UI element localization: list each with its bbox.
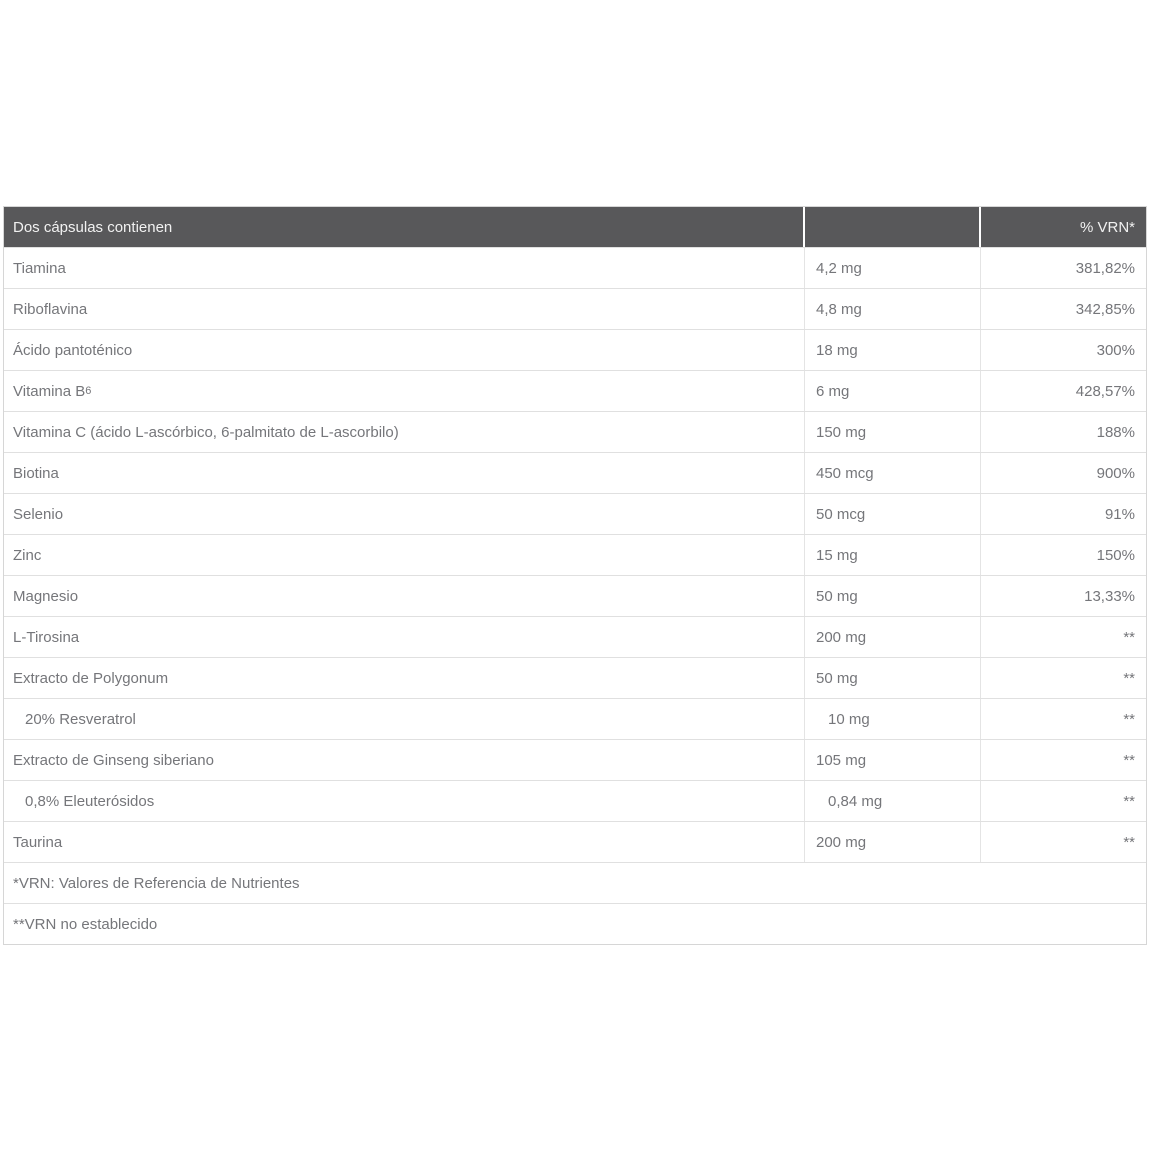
- nutrient-name: [4, 699, 804, 739]
- table-row: [4, 739, 1146, 780]
- table-row: [4, 821, 1146, 862]
- nutrient-name-text: Extracto de Ginseng siberiano: [13, 751, 214, 769]
- nutrient-name-text: Magnesio: [13, 587, 79, 605]
- nutrient-amount: 105 mg: [804, 740, 980, 780]
- nutrient-amount: 4,8 mg: [804, 289, 980, 329]
- nutrient-amount: 50 mcg: [804, 494, 980, 534]
- table-row: [4, 575, 1146, 616]
- table-row: [4, 698, 1146, 739]
- nutrient-vrn-percent: **: [980, 699, 1146, 739]
- table-footnotes: [4, 862, 1146, 944]
- nutrient-amount: 200 mg: [804, 822, 980, 862]
- nutrient-vrn-percent: 150%: [980, 535, 1146, 575]
- footnote-row: **VRN no establecido: [4, 903, 1146, 944]
- table-row: [4, 411, 1146, 452]
- table-row: [4, 288, 1146, 329]
- table-row: [4, 247, 1146, 288]
- nutrient-name: [4, 535, 804, 575]
- nutrient-amount: 15 mg: [804, 535, 980, 575]
- nutrient-name-text: Taurina: [13, 833, 63, 851]
- header-serving-label: Dos cápsulas contienen: [4, 207, 803, 247]
- nutrient-name: [4, 781, 804, 821]
- nutrient-name-text: Tiamina: [13, 259, 66, 277]
- nutrient-amount: 150 mg: [804, 412, 980, 452]
- header-amount-cell: [805, 207, 979, 247]
- nutrient-vrn-percent: **: [980, 740, 1146, 780]
- nutrient-name: [4, 248, 804, 288]
- nutrient-name-text: Biotina: [13, 464, 59, 482]
- nutrient-amount: 450 mcg: [804, 453, 980, 493]
- table-row: [4, 493, 1146, 534]
- nutrient-vrn-percent: **: [980, 822, 1146, 862]
- table-row: [4, 780, 1146, 821]
- table-body: [4, 247, 1146, 862]
- nutrient-name: [4, 822, 804, 862]
- nutrient-name: [4, 494, 804, 534]
- supplement-facts-table: [3, 206, 1147, 945]
- nutrient-vrn-percent: **: [980, 781, 1146, 821]
- nutrient-name: [4, 330, 804, 370]
- nutrient-vrn-percent: 188%: [980, 412, 1146, 452]
- nutrient-vrn-percent: 300%: [980, 330, 1146, 370]
- nutrient-name-text: Extracto de Polygonum: [13, 669, 169, 687]
- nutrient-name: [4, 453, 804, 493]
- nutrient-name-text: 20% Resveratrol: [25, 710, 136, 728]
- nutrient-name-text: Riboflavina: [13, 300, 88, 318]
- nutrient-amount: 50 mg: [804, 576, 980, 616]
- table-row: [4, 329, 1146, 370]
- header-vrn-label: % VRN*: [981, 207, 1146, 247]
- nutrient-amount: 6 mg: [804, 371, 980, 411]
- nutrient-amount: 10 mg: [804, 699, 980, 739]
- table-row: [4, 370, 1146, 411]
- table-row: [4, 616, 1146, 657]
- nutrient-name: Vitamina B 6: [13, 382, 92, 400]
- footnote-row: *VRN: Valores de Referencia de Nutrientes: [4, 862, 1146, 903]
- nutrient-amount: 50 mg: [804, 658, 980, 698]
- table-row: [4, 534, 1146, 575]
- nutrient-name-text: Vitamina B: [13, 382, 86, 400]
- nutrient-name-text: L-Tirosina: [13, 628, 80, 646]
- nutrient-name: [4, 412, 804, 452]
- nutrient-vrn-percent: 91%: [980, 494, 1146, 534]
- nutrient-amount: 200 mg: [804, 617, 980, 657]
- nutrient-vrn-percent: 13,33%: [980, 576, 1146, 616]
- nutrient-name: [4, 617, 804, 657]
- nutrient-name-text: Ácido pantoténico: [13, 341, 133, 359]
- nutrient-amount: 4,2 mg: [804, 248, 980, 288]
- nutrient-name-text: Vitamina C (ácido L-ascórbico, 6-palmitato de L-ascorbilo): [13, 423, 399, 441]
- nutrient-amount: 18 mg: [804, 330, 980, 370]
- table-row: [4, 452, 1146, 493]
- table-header-row: [4, 207, 1146, 247]
- nutrient-name: [4, 658, 804, 698]
- nutrient-vrn-percent: 381,82%: [980, 248, 1146, 288]
- table-row: [4, 657, 1146, 698]
- nutrient-name: [4, 289, 804, 329]
- nutrient-amount: 0,84 mg: [804, 781, 980, 821]
- nutrient-name-text: Zinc: [13, 546, 42, 564]
- nutrient-vrn-percent: **: [980, 658, 1146, 698]
- nutrient-vrn-percent: 342,85%: [980, 289, 1146, 329]
- nutrient-name-text: 0,8% Eleuterósidos: [25, 792, 155, 810]
- nutrient-vrn-percent: 428,57%: [980, 371, 1146, 411]
- nutrient-name-text: Selenio: [13, 505, 64, 523]
- nutrient-name: [4, 576, 804, 616]
- nutrient-vrn-percent: **: [980, 617, 1146, 657]
- nutrient-name: [4, 740, 804, 780]
- nutrient-vrn-percent: 900%: [980, 453, 1146, 493]
